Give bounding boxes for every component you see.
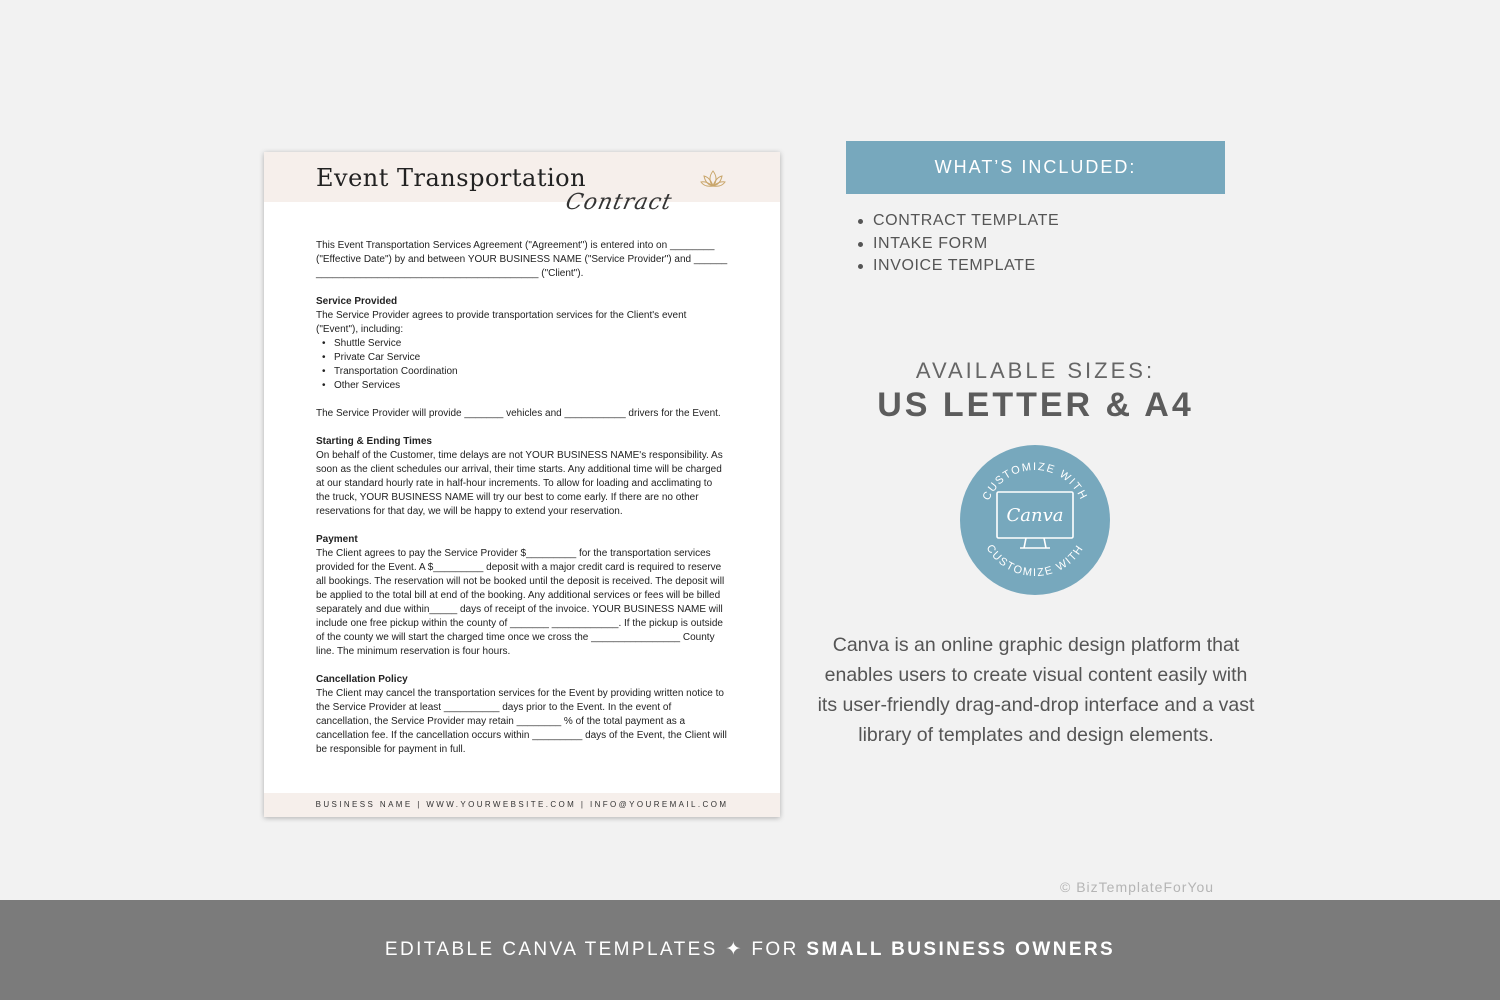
document-title: Event Transportation	[316, 164, 587, 192]
document-subtitle: Contract	[563, 190, 675, 215]
section-heading: Starting & Ending Times	[316, 436, 432, 447]
list-item: INTAKE FORM	[858, 233, 1059, 256]
list-item: • Shuttle Service	[322, 337, 728, 351]
section-text: The Client may cancel the transportation services for the Event by providing written notice to the Service Provider at least __________ days prior to the Event. In the event of cancellation, the Service Provider may retain ________ % of the total payment as a cancellation fee. If the cancellation occurs within _________ days of the Event, the Client will be responsible for payment in full.	[316, 688, 727, 755]
document-footer: BUSINESS NAME | WWW.YOURWEBSITE.COM | INFO@YOUREMAIL.COM	[264, 793, 780, 817]
badge-ring-text-top: CUSTOMIZE WITH	[980, 460, 1090, 503]
section-heading: Cancellation Policy	[316, 674, 408, 685]
document-body	[316, 239, 728, 771]
sizes-label: AVAILABLE SIZES:	[915, 358, 1156, 383]
intro-paragraph: This Event Transportation Services Agreement ("Agreement") is entered into on ________ ("Effective Date") by and between YOUR BUSINESS NAME ("Service Provider") and ______ ________________________________________ ("Client").	[316, 240, 728, 279]
list-item: • Transportation Coordination	[322, 365, 728, 379]
section-text: On behalf of the Customer, time delays are not YOUR BUSINESS NAME's responsibility. As soon as the client schedules our arrival, their time starts. Any additional time will be charged at our standard hourly rate in half-hour increments. To allow for loading and acclimating to the truck, YOUR BUSINESS NAME will try our best to come early. If there are no other reservations for that day, we will be happy to extend your reservation.	[316, 450, 723, 517]
services-list	[316, 337, 728, 393]
section-text: The Service Provider will provide _______ vehicles and ___________ drivers for the Event.	[316, 408, 721, 419]
lotus-icon	[700, 169, 726, 189]
section-heading: Payment	[316, 534, 358, 545]
canva-badge	[960, 445, 1110, 595]
sizes-value: US LETTER & A4	[877, 386, 1194, 424]
included-banner: WHAT’S INCLUDED:	[846, 141, 1225, 194]
badge-ring-text-bottom: CUSTOMIZE WITH	[983, 542, 1087, 580]
section-heading: Service Provided	[316, 296, 398, 307]
list-item: • Other Services	[322, 379, 728, 393]
bottom-banner-bold-text: SMALL BUSINESS OWNERS	[806, 939, 1116, 960]
list-item: • Private Car Service	[322, 351, 728, 365]
list-item: INVOICE TEMPLATE	[858, 255, 1059, 278]
included-list	[858, 210, 1059, 278]
copyright-text: © BizTemplateForYou	[1060, 879, 1215, 895]
list-item: CONTRACT TEMPLATE	[858, 210, 1059, 233]
document-header	[264, 152, 780, 215]
badge-center-text: Canva	[1006, 505, 1064, 526]
bottom-banner	[0, 900, 1500, 1000]
document-preview	[264, 152, 780, 817]
canva-description: Canva is an online graphic design platform that enables users to create visual content easily with its user-friendly drag-and-drop interface and a vast library of templates and design elements.	[817, 634, 1255, 746]
bottom-banner-text: EDITABLE CANVA TEMPLATES ✦ FOR	[384, 939, 807, 960]
section-text: The Service Provider agrees to provide transportation services for the Client's event ("Event"), including:	[316, 310, 687, 335]
section-text: The Client agrees to pay the Service Provider $_________ for the transportation services provided for the Event. A $_________ deposit with a major credit card is required to reserve all bookings. The reservation will not be booked until the deposit is received. The deposit will be applied to the total bill at end of the booking. Any additional services or fees will be billed separately and due within_____ days of receipt of the invoice. YOUR BUSINESS NAME will include one free pickup within the county of _______ ____________. If the pickup is outside of the county we will start the charged time once we cross the ________________ County line. The minimum reservation is four hours.	[316, 548, 725, 657]
